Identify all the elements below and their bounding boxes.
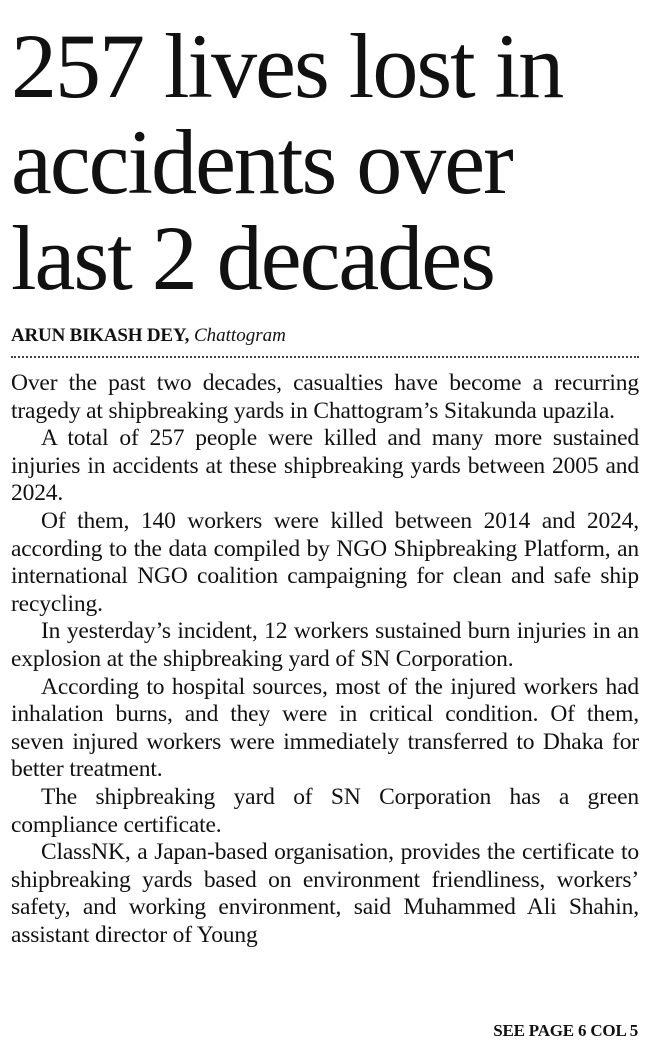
paragraph-4: In yesterday’s incident, 12 workers sustained burn injuries in an explosion at the shipbreaking yard of SN Corporation. bbox=[11, 618, 639, 672]
byline-author: ARUN BIKASH DEY, bbox=[11, 325, 190, 346]
byline-location: Chattogram bbox=[193, 325, 286, 346]
continued-on-page-jump[interactable]: SEE PAGE 6 COL 5 bbox=[493, 1021, 638, 1040]
paragraph-3: Of them, 140 workers were killed between 2014 and 2024, according to the data compiled by NGO Shipbreaking Platform, an international NGO coalition campaigning for clean and safe ship recycling. bbox=[11, 507, 639, 617]
article bbox=[11, 15, 639, 949]
paragraph-1: Over the past two decades, casualties have become a recurring tragedy at shipbreaking yards in Chattogram’s Sitakunda upazila. bbox=[11, 370, 639, 424]
paragraph-5: According to hospital sources, most of the injured workers had inhalation burns, and they were in critical condition. Of them, seven injured workers were immediately transferred to Dhaka for better treatment. bbox=[11, 673, 639, 783]
byline bbox=[11, 325, 639, 347]
paragraph-6: The shipbreaking yard of SN Corporation has a green compliance certificate. bbox=[11, 783, 639, 838]
paragraph-2: A total of 257 people were killed and many more sustained injuries in accidents at these shipbreaking yards between 2005 and 2024. bbox=[11, 425, 639, 507]
headline bbox=[11, 15, 639, 309]
article-body bbox=[11, 370, 639, 949]
dotted-divider bbox=[11, 356, 639, 358]
headline-line-1: 257 lives lost in bbox=[11, 15, 563, 117]
headline-line-2: accidents over bbox=[11, 111, 512, 213]
headline-line-3: last 2 decades bbox=[11, 207, 494, 309]
paragraph-7: ClassNK, a Japan-based organisation, provides the certificate to shipbreaking yards based on environment friendliness, workers’ safety, and working environment, said Muhammed Ali Shahin, assistant director of Young bbox=[11, 839, 639, 948]
